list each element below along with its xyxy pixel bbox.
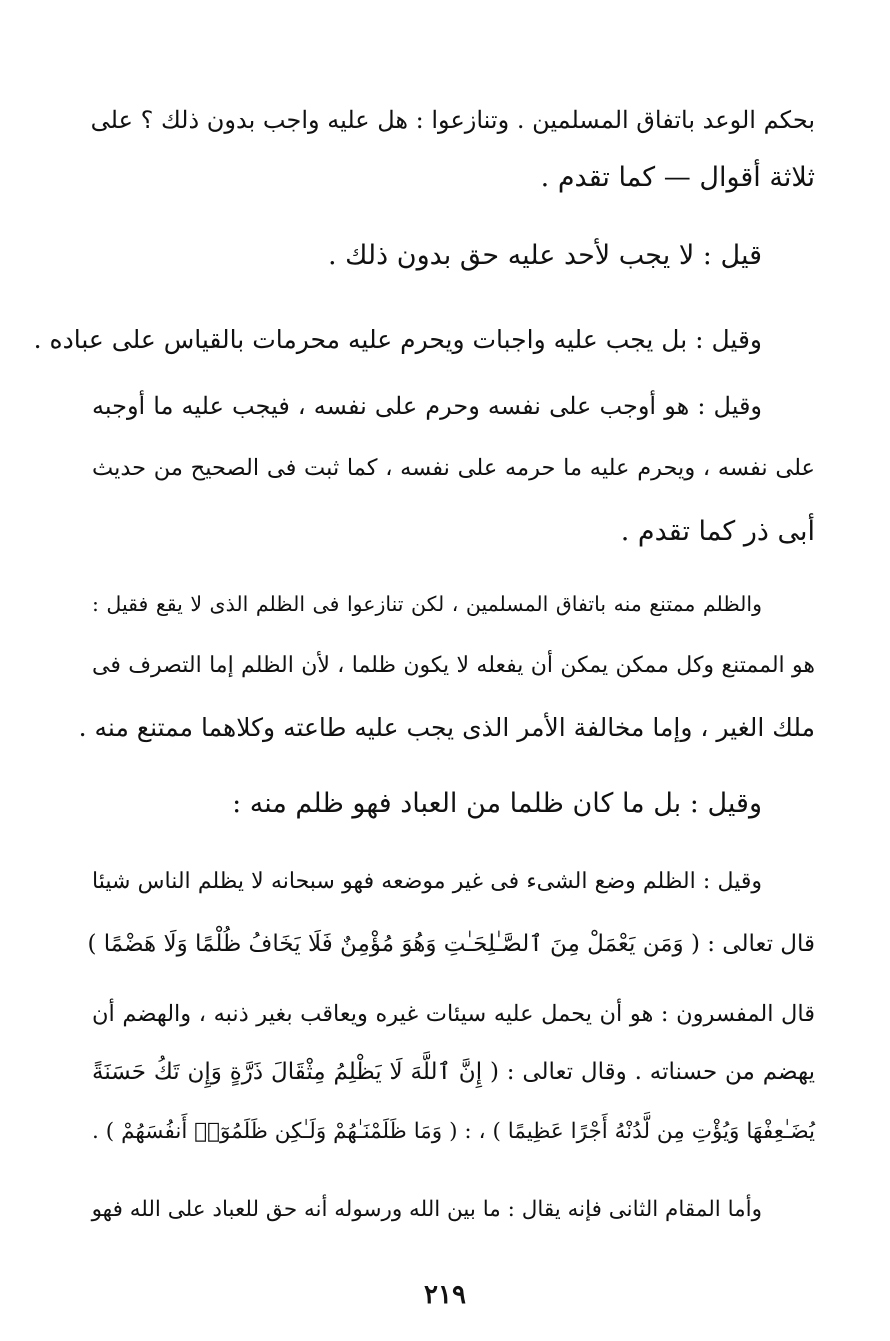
text-line: ثلاثة أقوال — كما تقدم . [540,162,815,193]
text-line: وقيل : هو أوجب على نفسه وحرم على نفسه ، فيجب عليه ما أوجبه [92,392,762,420]
text-line: وقيل : الظلم وضع الشىء فى غير موضعه فهو سبحانه لا يظلم الناس شيئا [92,869,763,894]
text-line: أبى ذر كما تقدم . [620,516,815,547]
text-line: وقيل : بل ما كان ظلما من العباد فهو ظلم منه : [232,788,762,819]
text-line: قيل : لا يجب لأحد عليه حق بدون ذلك . [328,240,762,271]
text-line: قال المفسرون : هو أن يحمل عليه سيئات غيره ويعاقب بغير ذنبه ، والهضم أن [92,1001,815,1027]
text-line: ملك الغير ، وإما مخالفة الأمر الذى يجب عليه طاعته وكلاهما ممتنع منه . [78,713,815,742]
quran-verse-line: قال تعالى : ( وَمَن يَعْمَلْ مِنَ ٱلصَّـٰلِحَـٰتِ وَهُوَ مُؤْمِنٌ فَلَا يَخَافُ ظُلْمًا وَلَا هَضْمًا ) [87,931,815,957]
quran-verse-line: يُضَـٰعِفْهَا وَيُؤْتِ مِن لَّدُنْهُ أَجْرًا عَظِيمًا ) ، : ( وَمَا ظَلَمْنَـٰهُمْ وَلَـٰكِن ظَلَمُوٓا۟ أَنفُسَهُمْ ) . [92,1119,815,1144]
text-line: والظلم ممتنع منه باتفاق المسلمين ، لكن تنازعوا فى الظلم الذى لا يقع فقيل : [92,592,762,616]
text-line: هو الممتنع وكل ممكن يمكن أن يفعله لا يكون ظلما ، لأن الظلم إما التصرف فى [92,653,815,678]
text-line: وقيل : بل يجب عليه واجبات ويحرم عليه محرمات بالقياس على عباده . [33,325,762,354]
page-number: ٢١٩ [424,1280,466,1310]
text-line: على نفسه ، ويحرم عليه ما حرمه على نفسه ، كما ثبت فى الصحيح من حديث [92,455,815,481]
quran-verse-line: يهضم من حسناته . وقال تعالى : ( إِنَّ ٱللَّهَ لَا يَظْلِمُ مِثْقَالَ ذَرَّةٍ وَإِن تَكُ حَسَنَةً [92,1059,815,1085]
text-line: بحكم الوعد باتفاق المسلمين . وتنازعوا : هل عليه واجب بدون ذلك ؟ على [90,106,815,134]
text-line: وأما المقام الثانى فإنه يقال : ما بين الله ورسوله أنه حق للعباد على الله فهو [91,1197,762,1222]
